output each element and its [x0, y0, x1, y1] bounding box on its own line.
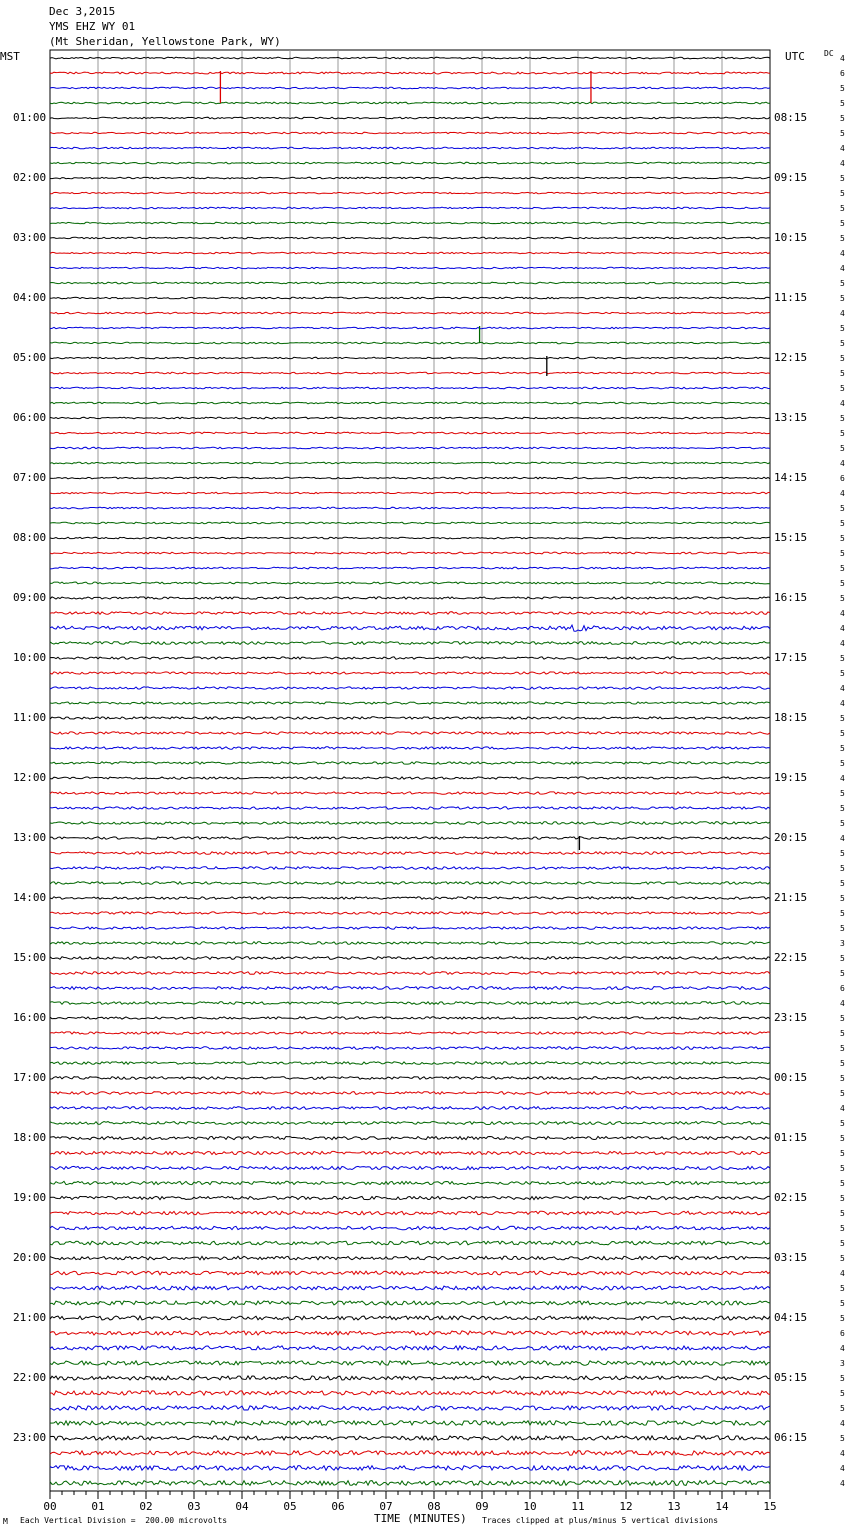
right-hour-label: 19:15 — [774, 771, 808, 784]
trace-row-3 — [50, 102, 770, 104]
right-hour-label: 16:15 — [774, 591, 808, 604]
trace-row-79 — [50, 1241, 770, 1245]
dc-value: 3 — [840, 1359, 845, 1368]
dc-value: 5 — [840, 1224, 845, 1233]
scale-note: Each Vertical Division = 200.00 microvolts — [20, 1516, 228, 1525]
trace-row-69 — [50, 1092, 770, 1095]
trace-row-40 — [50, 657, 770, 659]
dc-value: 4 — [840, 999, 845, 1008]
dc-value: 5 — [840, 1149, 845, 1158]
left-axis-title: MST — [0, 50, 20, 63]
dc-value: 4 — [840, 1464, 845, 1473]
right-hour-label: 08:15 — [774, 111, 808, 124]
trace-row-7 — [50, 162, 770, 164]
trace-row-76 — [50, 1196, 770, 1199]
left-hour-label: 07:00 — [13, 471, 47, 484]
dc-value: 5 — [840, 504, 845, 513]
dc-value: 4 — [840, 624, 845, 633]
trace-row-50 — [50, 807, 770, 809]
right-axis-title: UTC — [785, 50, 805, 63]
left-hour-label: 04:00 — [13, 291, 47, 304]
trace-row-80 — [50, 1256, 770, 1260]
dc-value: 5 — [840, 99, 845, 108]
dc-value: 5 — [840, 894, 845, 903]
trace-row-58 — [50, 927, 770, 929]
dc-value: 5 — [840, 354, 845, 363]
trace-row-88 — [50, 1376, 770, 1380]
trace-row-13 — [50, 252, 770, 253]
dc-value: 5 — [840, 714, 845, 723]
dc-value: 4 — [840, 1479, 845, 1488]
trace-row-84 — [50, 1316, 770, 1320]
right-hour-label: 00:15 — [774, 1071, 808, 1084]
dc-value: 5 — [840, 1134, 845, 1143]
trace-row-8 — [50, 177, 770, 179]
dc-value: 4 — [840, 639, 845, 648]
dc-value: 5 — [840, 84, 845, 93]
trace-row-42 — [50, 687, 770, 689]
left-hour-label: 09:00 — [13, 591, 47, 604]
x-tick-label: 02 — [139, 1500, 153, 1513]
dc-value: 4 — [840, 1269, 845, 1278]
dc-value: 4 — [840, 1449, 845, 1458]
trace-row-93 — [50, 1451, 770, 1455]
dc-value: 6 — [840, 1329, 845, 1338]
trace-row-61 — [50, 972, 770, 975]
dc-value: 5 — [840, 849, 845, 858]
dc-value: 5 — [840, 429, 845, 438]
trace-row-33 — [50, 552, 770, 554]
trace-row-91 — [50, 1421, 770, 1425]
left-hour-label: 12:00 — [13, 771, 47, 784]
trace-row-30 — [50, 507, 770, 509]
trace-row-59 — [50, 942, 770, 945]
trace-row-36 — [50, 597, 770, 599]
trace-row-43 — [50, 702, 770, 704]
trace-row-28 — [50, 477, 770, 479]
trace-row-52 — [50, 837, 770, 839]
dc-value: 3 — [840, 939, 845, 948]
trace-row-83 — [50, 1301, 770, 1305]
dc-value: 4 — [840, 309, 845, 318]
trace-row-10 — [50, 207, 770, 209]
trace-row-75 — [50, 1181, 770, 1184]
dc-value: 4 — [840, 489, 845, 498]
right-hour-label: 14:15 — [774, 471, 808, 484]
trace-row-20 — [50, 357, 770, 359]
trace-row-68 — [50, 1077, 770, 1080]
trace-row-54 — [50, 867, 770, 870]
left-hour-label: 16:00 — [13, 1011, 47, 1024]
dc-value: 5 — [840, 129, 845, 138]
right-hour-label: 04:15 — [774, 1311, 808, 1324]
right-hour-label: 12:15 — [774, 351, 808, 364]
trace-row-60 — [50, 957, 770, 960]
dc-value: 5 — [840, 1059, 845, 1068]
right-hour-label: 05:15 — [774, 1371, 808, 1384]
dc-value: 5 — [840, 1254, 845, 1263]
right-hour-label: 03:15 — [774, 1251, 808, 1264]
x-tick-label: 10 — [523, 1500, 537, 1513]
right-hour-label: 06:15 — [774, 1431, 808, 1444]
dc-value: 4 — [840, 609, 845, 618]
trace-row-23 — [50, 402, 770, 404]
dc-value: 5 — [840, 1314, 845, 1323]
left-hour-label: 14:00 — [13, 891, 47, 904]
left-hour-label: 02:00 — [13, 171, 47, 184]
left-hour-label: 22:00 — [13, 1371, 47, 1384]
trace-row-25 — [50, 432, 770, 434]
plot-date: Dec 3,2015 — [49, 5, 116, 18]
dc-value: 4 — [840, 399, 845, 408]
trace-row-19 — [50, 342, 770, 344]
dc-value: 5 — [840, 804, 845, 813]
dc-value: 4 — [840, 774, 845, 783]
dc-value: 5 — [840, 114, 845, 123]
dc-value: 5 — [840, 279, 845, 288]
dc-value: 5 — [840, 549, 845, 558]
x-tick-label: 15 — [763, 1500, 777, 1513]
x-tick-label: 14 — [715, 1500, 729, 1513]
dc-value: 4 — [840, 834, 845, 843]
dc-value: 5 — [840, 1119, 845, 1128]
trace-row-37 — [50, 612, 770, 615]
dc-value: 5 — [840, 909, 845, 918]
trace-row-44 — [50, 717, 770, 719]
trace-row-89 — [50, 1391, 770, 1395]
trace-row-94 — [50, 1466, 770, 1471]
left-hour-label: 20:00 — [13, 1251, 47, 1264]
trace-row-70 — [50, 1107, 770, 1110]
left-hour-label: 21:00 — [13, 1311, 47, 1324]
dc-value: 5 — [840, 1179, 845, 1188]
left-hour-label: 13:00 — [13, 831, 47, 844]
left-hour-label: 11:00 — [13, 711, 47, 724]
left-hour-label: 01:00 — [13, 111, 47, 124]
trace-row-47 — [50, 762, 770, 764]
clip-note: Traces clipped at plus/minus 5 vertical divisions — [482, 1516, 719, 1525]
dc-value: 5 — [840, 819, 845, 828]
dc-value: 5 — [840, 1164, 845, 1173]
trace-row-62 — [50, 987, 770, 990]
trace-row-71 — [50, 1122, 770, 1125]
trace-row-53 — [50, 852, 770, 855]
left-hour-label: 18:00 — [13, 1131, 47, 1144]
trace-row-63 — [50, 1002, 770, 1005]
right-hour-label: 20:15 — [774, 831, 808, 844]
right-hour-label: 10:15 — [774, 231, 808, 244]
left-hour-label: 17:00 — [13, 1071, 47, 1084]
dc-value: 5 — [840, 744, 845, 753]
trace-row-12 — [50, 237, 770, 239]
trace-row-95 — [50, 1481, 770, 1486]
dc-value: 5 — [840, 1014, 845, 1023]
right-hour-label: 23:15 — [774, 1011, 808, 1024]
right-hour-label: 21:15 — [774, 891, 808, 904]
left-hour-label: 05:00 — [13, 351, 47, 364]
dc-value: 5 — [840, 954, 845, 963]
dc-value: 4 — [840, 1419, 845, 1428]
trace-row-90 — [50, 1406, 770, 1410]
dc-value: 5 — [840, 594, 845, 603]
dc-value: 5 — [840, 369, 845, 378]
dc-value: 5 — [840, 1029, 845, 1038]
dc-value: 5 — [840, 729, 845, 738]
trace-row-9 — [50, 192, 770, 193]
dc-value: 5 — [840, 759, 845, 768]
trace-row-78 — [50, 1226, 770, 1230]
trace-row-2 — [50, 87, 770, 89]
dc-value: 5 — [840, 969, 845, 978]
x-tick-label: 00 — [43, 1500, 57, 1513]
dc-value: 5 — [840, 1299, 845, 1308]
dc-value: 5 — [840, 924, 845, 933]
trace-row-34 — [50, 567, 770, 569]
dc-column-title: DC — [824, 49, 834, 58]
trace-row-85 — [50, 1331, 770, 1335]
trace-row-21 — [50, 372, 770, 374]
dc-value: 4 — [840, 684, 845, 693]
dc-value: 5 — [840, 1284, 845, 1293]
x-tick-label: 03 — [187, 1500, 201, 1513]
dc-value: 5 — [840, 1389, 845, 1398]
trace-row-73 — [50, 1151, 770, 1154]
trace-row-65 — [50, 1032, 770, 1034]
x-tick-label: 11 — [571, 1500, 585, 1513]
trace-row-18 — [50, 327, 770, 329]
dc-value: 5 — [840, 879, 845, 888]
trace-row-32 — [50, 537, 770, 539]
dc-value: 4 — [840, 264, 845, 273]
right-hour-label: 02:15 — [774, 1191, 808, 1204]
trace-row-15 — [50, 282, 770, 284]
trace-row-92 — [50, 1436, 770, 1440]
dc-value: 5 — [840, 789, 845, 798]
dc-value: 5 — [840, 339, 845, 348]
x-tick-label: 13 — [667, 1500, 681, 1513]
trace-row-67 — [50, 1062, 770, 1065]
trace-row-66 — [50, 1047, 770, 1050]
x-tick-label: 12 — [619, 1500, 633, 1513]
trace-row-82 — [50, 1286, 770, 1290]
dc-value: 5 — [840, 189, 845, 198]
trace-row-16 — [50, 297, 770, 299]
trace-row-45 — [50, 732, 770, 734]
dc-value: 4 — [840, 144, 845, 153]
dc-value: 4 — [840, 249, 845, 258]
right-hour-label: 09:15 — [774, 171, 808, 184]
dc-value: 5 — [840, 1239, 845, 1248]
dc-value: 5 — [840, 294, 845, 303]
dc-value: 5 — [840, 174, 845, 183]
dc-value: 5 — [840, 1194, 845, 1203]
trace-row-48 — [50, 777, 770, 779]
trace-row-1 — [50, 72, 770, 74]
x-tick-label: 05 — [283, 1500, 297, 1513]
dc-value: 5 — [840, 579, 845, 588]
trace-row-14 — [50, 267, 770, 268]
dc-value: 5 — [840, 1074, 845, 1083]
dc-value: 5 — [840, 534, 845, 543]
right-hour-label: 11:15 — [774, 291, 808, 304]
x-tick-label: 06 — [331, 1500, 345, 1513]
x-tick-label: 01 — [91, 1500, 105, 1513]
dc-value: 5 — [840, 234, 845, 243]
trace-row-55 — [50, 882, 770, 885]
x-tick-label: 09 — [475, 1500, 489, 1513]
trace-row-0 — [50, 57, 770, 59]
left-hour-label: 08:00 — [13, 531, 47, 544]
x-tick-label: 04 — [235, 1500, 249, 1513]
trace-row-86 — [50, 1346, 770, 1350]
trace-row-26 — [50, 447, 770, 449]
trace-row-39 — [50, 642, 770, 645]
right-hour-label: 15:15 — [774, 531, 808, 544]
dc-value: 5 — [840, 414, 845, 423]
right-hour-label: 01:15 — [774, 1131, 808, 1144]
left-hour-label: 15:00 — [13, 951, 47, 964]
dc-value: 6 — [840, 474, 845, 483]
trace-row-49 — [50, 792, 770, 794]
dc-value: 5 — [840, 1404, 845, 1413]
left-hour-label: 23:00 — [13, 1431, 47, 1444]
dc-value: 6 — [840, 984, 845, 993]
right-hour-label: 18:15 — [774, 711, 808, 724]
trace-row-17 — [50, 312, 770, 314]
trace-row-29 — [50, 492, 770, 494]
trace-row-46 — [50, 747, 770, 749]
dc-value: 5 — [840, 384, 845, 393]
trace-row-77 — [50, 1211, 770, 1215]
right-hour-label: 22:15 — [774, 951, 808, 964]
trace-row-22 — [50, 387, 770, 389]
trace-row-81 — [50, 1271, 770, 1275]
dc-value: 5 — [840, 1044, 845, 1053]
corner-mark: M — [3, 1517, 8, 1526]
trace-row-31 — [50, 522, 770, 524]
dc-value: 4 — [840, 459, 845, 468]
trace-row-27 — [50, 462, 770, 464]
x-tick-label: 08 — [427, 1500, 441, 1513]
dc-value: 5 — [840, 1209, 845, 1218]
dc-value: 5 — [840, 1089, 845, 1098]
trace-row-4 — [50, 117, 770, 119]
dc-value: 6 — [840, 69, 845, 78]
dc-value: 4 — [840, 1344, 845, 1353]
trace-row-6 — [50, 147, 770, 149]
left-hour-label: 19:00 — [13, 1191, 47, 1204]
left-hour-label: 03:00 — [13, 231, 47, 244]
trace-row-72 — [50, 1136, 770, 1139]
trace-row-5 — [50, 132, 770, 134]
left-hour-label: 10:00 — [13, 651, 47, 664]
x-tick-label: 07 — [379, 1500, 393, 1513]
dc-value: 5 — [840, 219, 845, 228]
trace-row-35 — [50, 582, 770, 584]
right-hour-label: 13:15 — [774, 411, 808, 424]
trace-row-57 — [50, 912, 770, 914]
station-location: (Mt Sheridan, Yellowstone Park, WY) — [49, 35, 281, 48]
dc-value: 4 — [840, 1104, 845, 1113]
trace-row-56 — [50, 897, 770, 900]
x-axis-title: TIME (MINUTES) — [374, 1512, 467, 1525]
dc-value: 5 — [840, 564, 845, 573]
trace-row-51 — [50, 822, 770, 825]
trace-row-87 — [50, 1361, 770, 1365]
dc-value: 5 — [840, 204, 845, 213]
station-code: YMS EHZ WY 01 — [49, 20, 136, 33]
trace-row-24 — [50, 417, 770, 419]
dc-value: 5 — [840, 654, 845, 663]
dc-value: 4 — [840, 159, 845, 168]
trace-row-38 — [50, 625, 770, 631]
dc-value: 5 — [840, 324, 845, 333]
right-hour-label: 17:15 — [774, 651, 808, 664]
dc-value: 5 — [840, 1434, 845, 1443]
dc-value: 5 — [840, 519, 845, 528]
trace-row-41 — [50, 672, 770, 674]
dc-value: 5 — [840, 1374, 845, 1383]
trace-row-11 — [50, 222, 770, 224]
trace-row-64 — [50, 1017, 770, 1019]
dc-value: 4 — [840, 54, 845, 63]
dc-value: 5 — [840, 669, 845, 678]
dc-value: 5 — [840, 864, 845, 873]
dc-value: 5 — [840, 444, 845, 453]
left-hour-label: 06:00 — [13, 411, 47, 424]
trace-row-74 — [50, 1166, 770, 1169]
dc-value: 4 — [840, 699, 845, 708]
